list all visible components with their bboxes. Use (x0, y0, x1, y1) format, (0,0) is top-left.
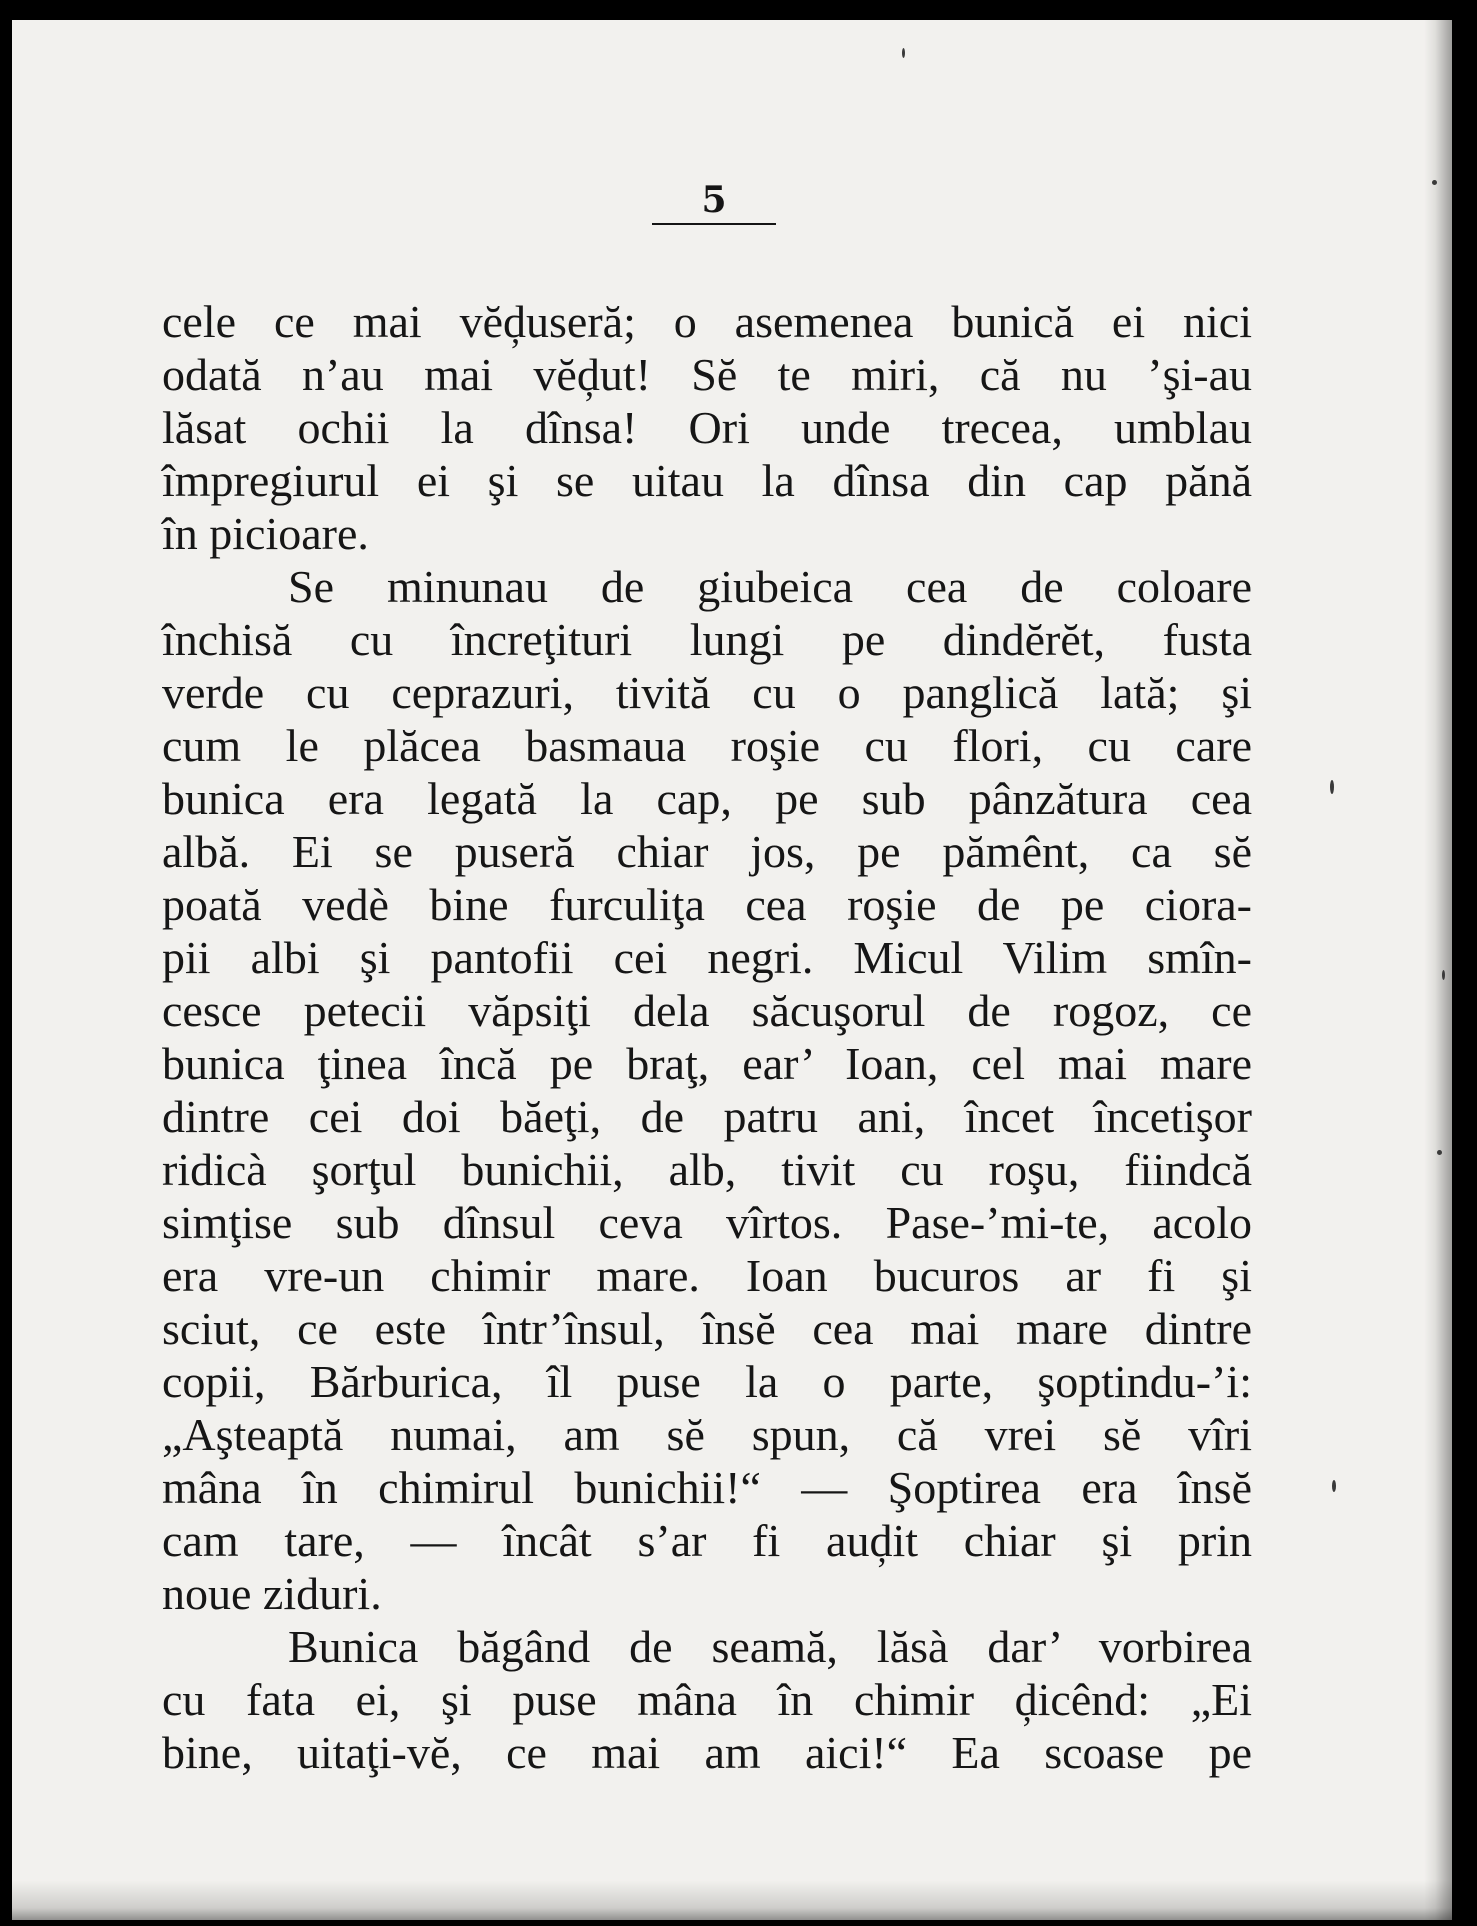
paper-speck (1332, 1480, 1336, 1492)
text-line: Bunica băgând de seamă, lăsà dar’ vorbirea (288, 1621, 1252, 1672)
paper-speck (1432, 180, 1437, 185)
text-line: bine, uitaţi-vĕ, ce mai am aici!“ Ea scoase pe (162, 1727, 1252, 1778)
paper-speck (1442, 970, 1445, 980)
text-line: verde cu ceprazuri, tivită cu o panglică lată; şi (162, 667, 1252, 718)
text-line: odată n’au mai vĕḑut! Sĕ te miri, că nu ’şi-au (162, 349, 1252, 400)
text-line: simţise sub dînsul ceva vîrtos. Pase-’mi-te, acolo (162, 1197, 1252, 1248)
page-number: 5 (701, 179, 727, 221)
text-line: bunica era legată la cap, pe sub pânzătura cea (162, 773, 1252, 824)
text-line: bunica ţinea încă pe braţ, ear’ Ioan, cel mai mare (162, 1038, 1252, 1089)
text-line: cele ce mai vĕḑuseră; o asemenea bunică ei nici (162, 296, 1252, 347)
text-line: noue ziduri. (162, 1568, 382, 1619)
text-line: copii, Bărburica, îl puse la o parte, şoptindu-’i: (162, 1356, 1252, 1407)
text-line: mâna în chimirul bunichii!“ — Şoptirea era însĕ (162, 1462, 1252, 1513)
paper-speck (902, 48, 905, 58)
text-line: cu fata ei, şi puse mâna în chimir ḑicênd: „Ei (162, 1674, 1252, 1725)
text-line: „Aşteaptă numai, am sĕ spun, că vrei sĕ vîri (162, 1409, 1252, 1460)
text-line: lăsat ochii la dînsa! Ori unde trecea, umblau (162, 402, 1252, 453)
page-edge-shadow-right (1424, 20, 1452, 1920)
paper-speck (1330, 780, 1334, 794)
text-line: cesce petecii văpsiţi dela săcuşorul de rogoz, ce (162, 985, 1252, 1036)
text-line: cum le plăcea basmaua roşie cu flori, cu care (162, 720, 1252, 771)
text-line: în picioare. (162, 508, 369, 559)
text-line: închisă cu încreţituri lungi pe dindĕrĕt, fusta (162, 614, 1252, 665)
page-edge-shadow-bottom (12, 1880, 1452, 1920)
text-line: cam tare, — încât s’ar fi auḑit chiar şi prin (162, 1515, 1252, 1566)
text-line: ridicà şorţul bunichii, alb, tivit cu roşu, fiindcă (162, 1144, 1252, 1195)
text-line: sciut, ce este într’însul, însĕ cea mai mare dintre (162, 1303, 1252, 1354)
book-page (12, 20, 1452, 1920)
page-number-rule (652, 223, 776, 225)
text-line: dintre cei doi băeţi, de patru ani, încet încetişor (162, 1091, 1252, 1142)
text-line: Se minunau de giubeica cea de coloare (288, 561, 1252, 612)
paper-speck (1437, 1150, 1442, 1155)
text-line: pii albi şi pantofii cei negri. Micul Vilim smîn- (162, 932, 1252, 983)
text-line: era vre-un chimir mare. Ioan bucuros ar fi şi (162, 1250, 1252, 1301)
body-text (162, 295, 1252, 1779)
text-line: împregiurul ei şi se uitau la dînsa din cap pănă (162, 455, 1252, 506)
text-line: poată vedè bine furculiţa cea roşie de pe ciora- (162, 879, 1252, 930)
text-line: albă. Ei se puseră chiar jos, pe pămênt, ca sĕ (162, 826, 1252, 877)
